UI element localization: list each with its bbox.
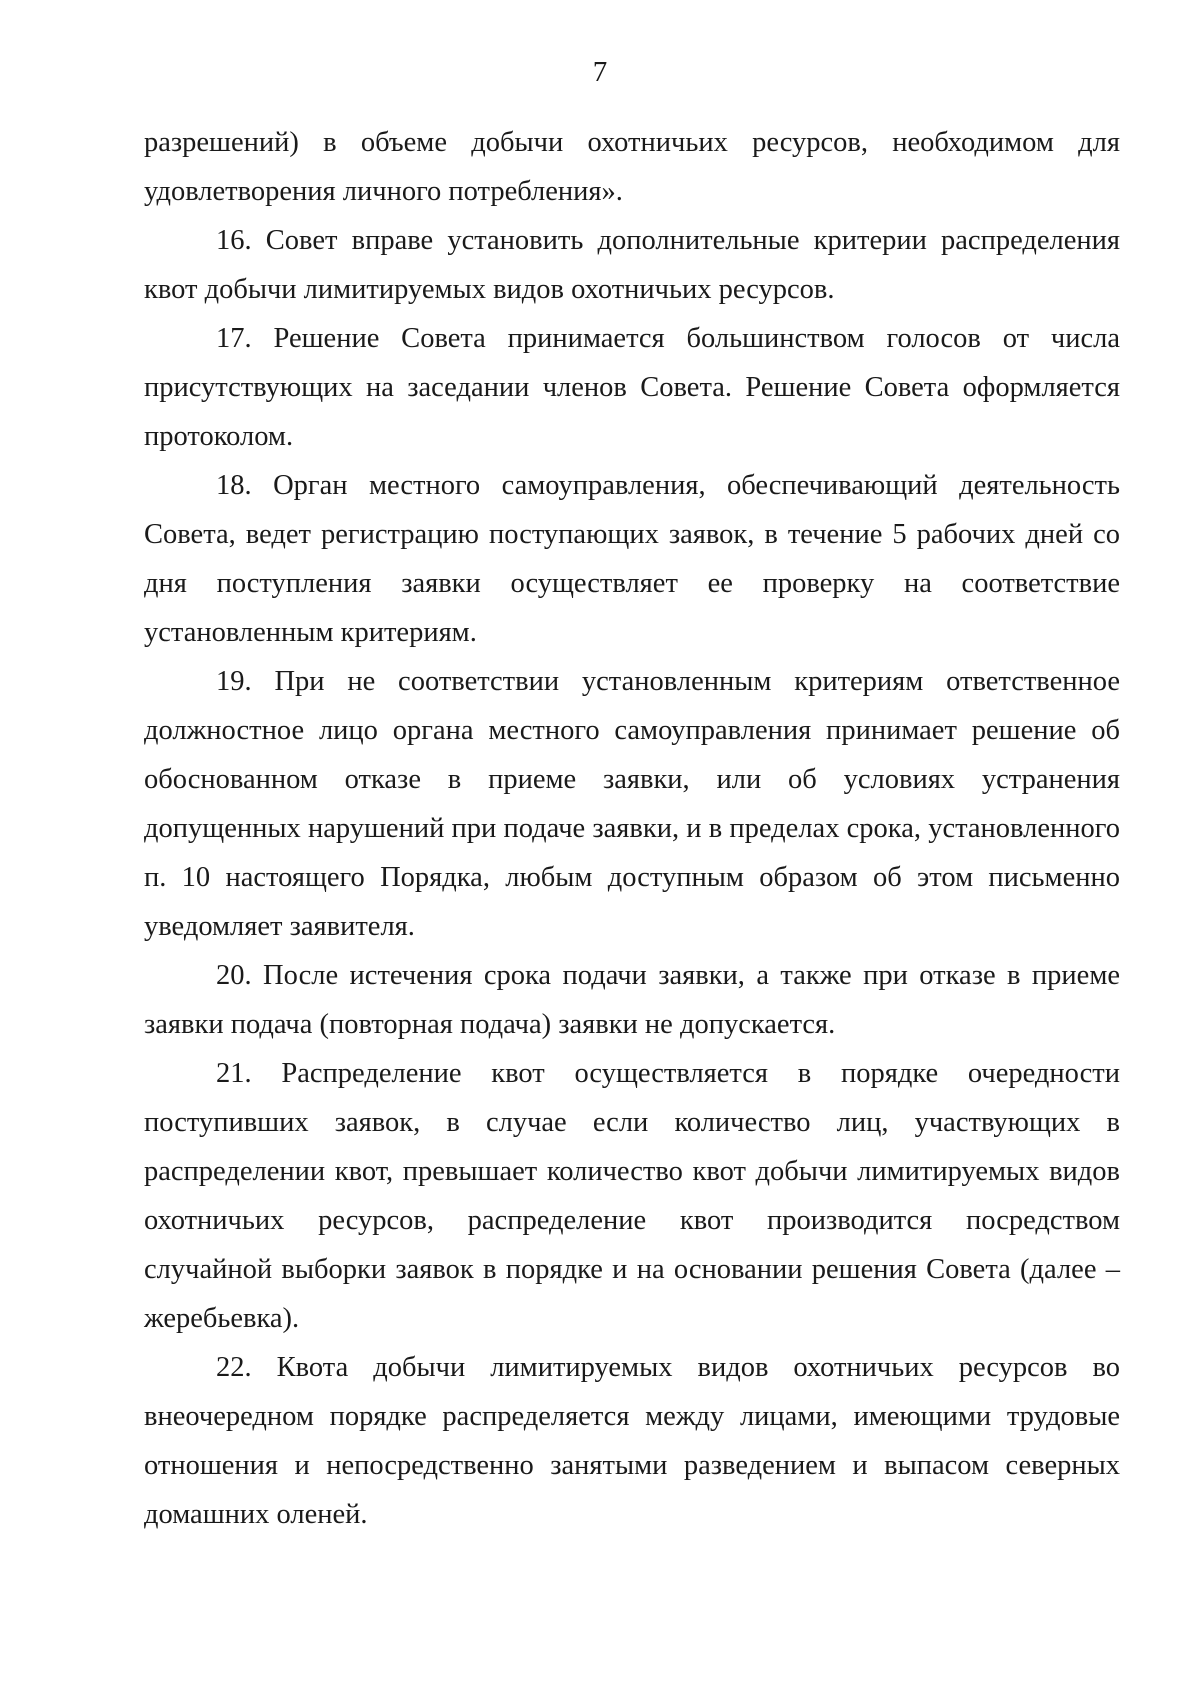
paragraph-18: 18. Орган местного самоуправления, обеспечивающий деятельность Совета, ведет регистрацию поступающих заявок, в течение 5 рабочих дней со дня поступления заявки осуществляет ее проверку на соответствие установленным критериям. [144,470,1120,648]
paragraph-21: 21. Распределение квот осуществляется в порядке очередности поступивших заявок, в случае если количество лиц, участвующих в распределении квот, превышает количество квот добычи лимитируемых видов охотничьих ресурсов, распределение квот производится посредством случайной выборки заявок в порядке и на основании решения Совета (далее – жеребьевка). [144,1058,1120,1334]
page-number: 7 [592,56,608,88]
paragraph-16: 16. Совет вправе установить дополнительные критерии распределения квот добычи лимитируемых видов охотничьих ресурсов. [144,225,1120,305]
document-body [144,118,1120,1539]
paragraph-continuation: разрешений) в объеме добычи охотничьих ресурсов, необходимом для удовлетворения личного потребления». [144,127,1120,207]
paragraph-22: 22. Квота добычи лимитируемых видов охотничьих ресурсов во внеочередном порядке распределяется между лицами, имеющими трудовые отношения и непосредственно занятыми разведением и выпасом северных домашних оленей. [144,1352,1120,1530]
paragraph-19: 19. При не соответствии установленным критериям ответственное должностное лицо органа местного самоуправления принимает решение об обоснованном отказе в приеме заявки, или об условиях устранения допущенных нарушений при подаче заявки, и в пределах срока, установленного п. 10 настоящего Порядка, любым доступным образом об этом письменно уведомляет заявителя. [144,666,1120,942]
paragraph-17: 17. Решение Совета принимается большинством голосов от числа присутствующих на заседании членов Совета. Решение Совета оформляется протоколом. [144,323,1120,452]
paragraph-20: 20. После истечения срока подачи заявки, а также при отказе в приеме заявки подача (повторная подача) заявки не допускается. [144,960,1120,1040]
